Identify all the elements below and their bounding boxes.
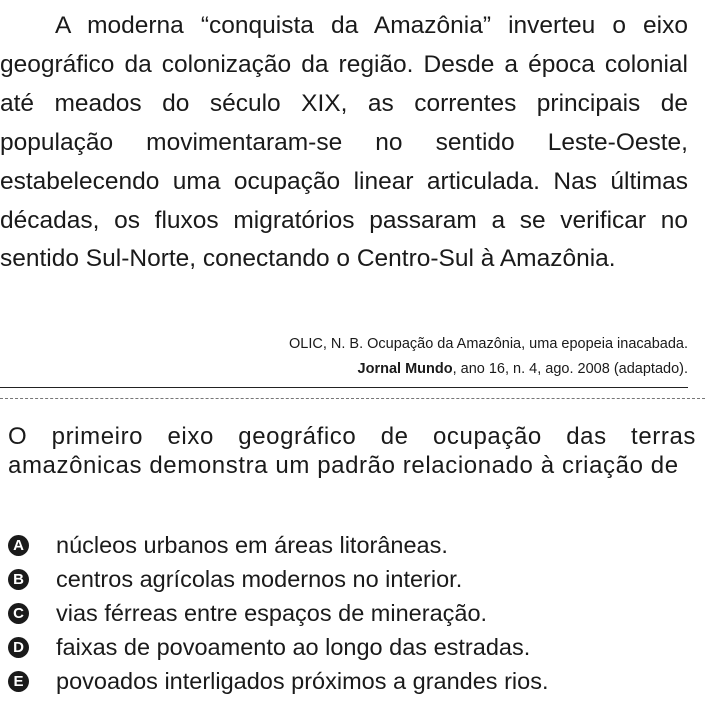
passage-text: A moderna “conquista da Amazônia” inverteu o eixo geográfico da colonização da região. Desde a época colonial até meados do século XIX, as correntes principais de população movimentaram-se no sentido Leste-Oeste, estabelecendo uma ocupação linear articulada. Nas últimas décadas, os fluxos migratórios passaram a se verificar no sentido Sul-Norte, conectando o Centro-Sul à Amazônia.	[0, 12, 688, 273]
section-divider	[0, 387, 688, 388]
citation-line-2	[289, 357, 688, 382]
option-c-text: vias férreas entre espaços de mineração.	[56, 599, 488, 626]
option-b-letter-icon: B	[8, 569, 29, 590]
option-d-text: faixas de povoamento ao longo das estradas.	[56, 633, 531, 660]
citation-line-1: OLIC, N. B. Ocupação da Amazônia, uma epopeia inacabada.	[289, 336, 688, 352]
option-c[interactable]	[8, 596, 548, 630]
option-c-letter-icon: C	[8, 603, 29, 624]
option-e-letter-icon: E	[8, 671, 29, 692]
source-citation	[289, 332, 688, 382]
journal-name: Jornal Mundo	[357, 361, 453, 377]
dashed-divider	[0, 398, 705, 399]
option-d[interactable]	[8, 630, 548, 664]
option-a[interactable]	[8, 528, 548, 562]
citation-details: , ano 16, n. 4, ago. 2008 (adaptado).	[452, 361, 688, 377]
option-d-letter-icon: D	[8, 637, 29, 658]
option-e-text: povoados interligados próximos a grandes rios.	[56, 667, 549, 694]
question-stem: O primeiro eixo geográfico de ocupação das terras amazônicas demonstra um padrão relacionado à criação de	[8, 423, 696, 479]
option-e[interactable]	[8, 664, 548, 698]
option-b-text: centros agrícolas modernos no interior.	[56, 565, 463, 592]
option-a-text: núcleos urbanos em áreas litorâneas.	[56, 531, 448, 558]
answer-options	[8, 528, 548, 698]
option-a-letter-icon: A	[8, 535, 29, 556]
option-b[interactable]	[8, 562, 548, 596]
